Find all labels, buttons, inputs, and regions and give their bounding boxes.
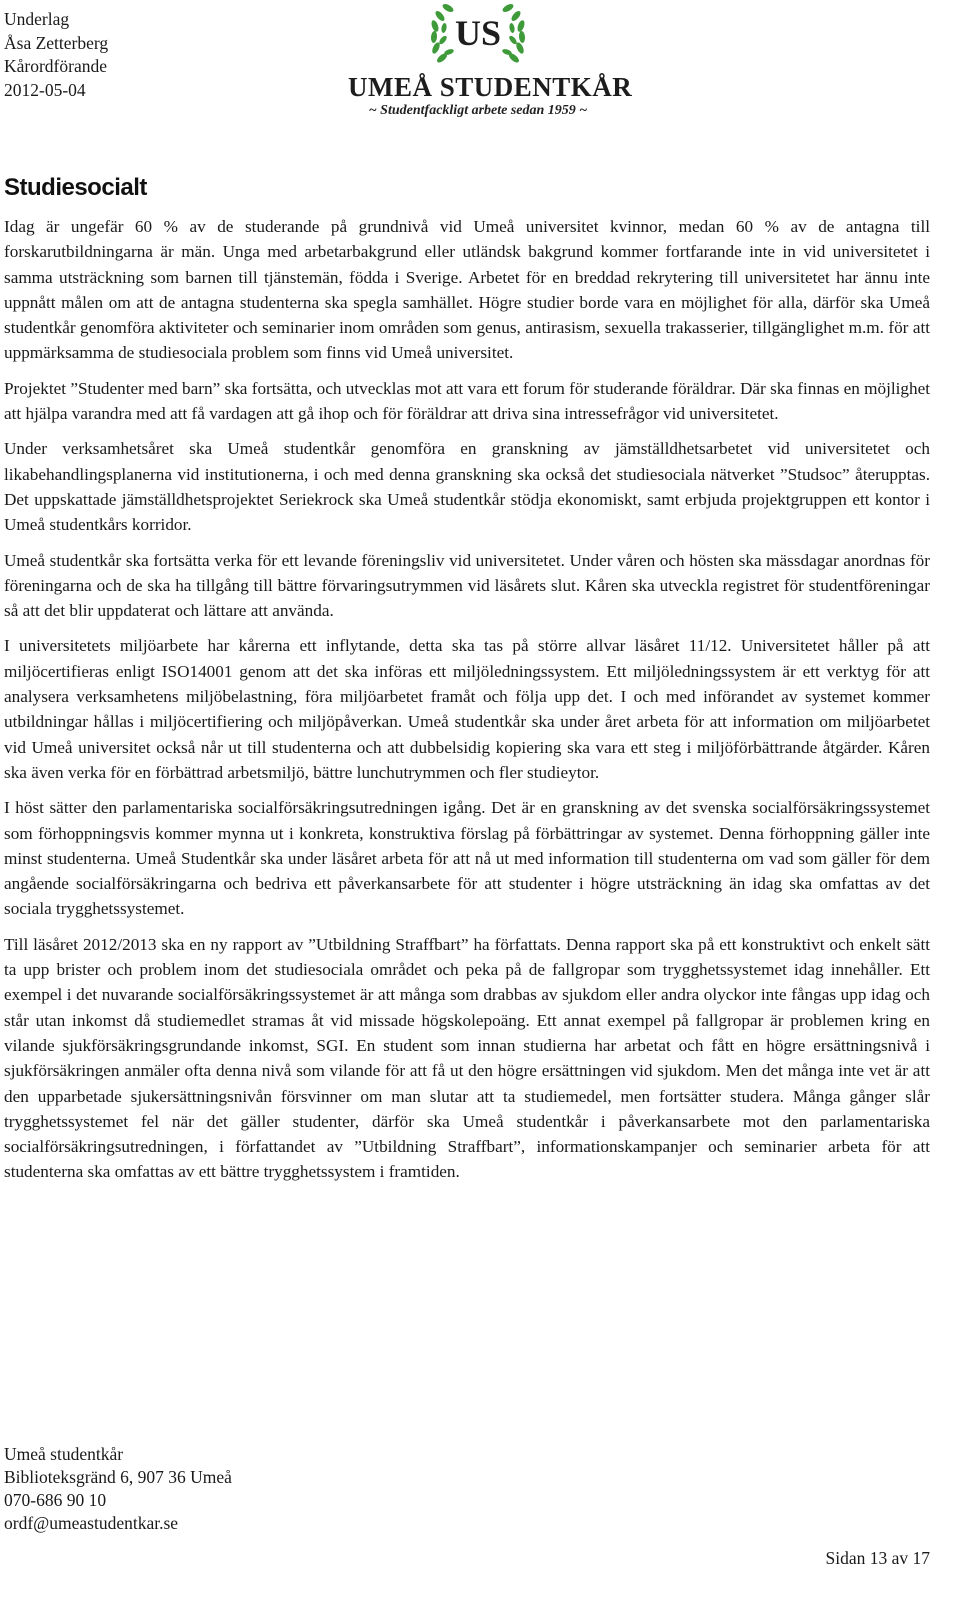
section-title: Studiesocialt [4,174,147,201]
page-number: Sidan 13 av 17 [825,1548,930,1568]
paragraph: Under verksamhetsåret ska Umeå studentkår genomföra en granskning av jämställdhetsarbetet vid universitetet och likabehandlingsplanerna vid institutionerna, i och med denna granskning ska också det studiesociala nätverket ”Studsoc” återupptas. Det uppskattade jämställdhetsprojektet Seriekrock ska Umeå studentkår stödja ekonomiskt, samt erbjuda projektgruppen ett kontor i Umeå studentkårs korridor. [4,439,930,535]
paragraph: Idag är ungefär 60 % av de studerande på grundnivå vid Umeå universitet kvinnor, medan 60 % av de antagna till forskarutbildningarna är män. Unga med arbetarbakgrund eller utländsk bakgrund kommer fortfarande inte in vid universitetet i samma utsträckning som barnen till tjänstemän, födda i Sverige. Arbetet för en breddad rekrytering till universitetet har ännu inte uppnått målen om att de antagna studenterna ska spegla samhället. Högre studier borde vara en möjlighet för alla, därför ska Umeå studentkår genomföra aktiviteter och seminarier inom områden som genus, antirasism, sexuella trakasserier, tillgänglighet m.m. för att uppmärksamma de studiesociala problem som finns vid Umeå universitet. [4,217,930,363]
svg-text:US: US [454,13,502,53]
footer-address: Biblioteksgränd 6, 907 36 Umeå [4,1467,232,1487]
organization-tagline: ~ Studentfackligt arbete sedan 1959 ~ [368,103,588,118]
author: Åsa Zetterberg [4,32,109,53]
footer-email: ordf@umeastudentkar.se [4,1513,179,1533]
paragraph: I universitetets miljöarbete har kårerna ett inflytande, detta ska tas på större allvar läsåret 11/12. Universitetet håller på att miljöcertifieras enligt ISO14001 genom att det ska införas ett miljöledningssystem. Ett miljöledningssystem är ett verktyg för att analysera verksamhetens miljöbelastning, föra miljöarbetet framåt och följa upp det. I och med införandet av systemet kommer utbildningar hållas i miljöcertifiering och miljöpåverkan. Umeå studentkår ska under året arbeta för att information om miljöarbetet vid Umeå universitet också når ut till studenterna och att dubbelsidig kopiering ska vara ett steg i miljöförbättrande åtgärder. Kåren ska även verka för en förbättrad arbetsmiljö, bättre lunchutrymmen och fler studieytor. [4,636,930,782]
section-body [4,214,930,1195]
footer-org: Umeå studentkår [4,1444,124,1464]
paragraph: Umeå studentkår ska fortsätta verka för ett levande föreningsliv vid universitetet. Under våren och hösten ska mässdagar anordnas för föreningarna och de ska ha tillgång till bättre förvaringsutrymmen vid läsårets slut. Kåren ska utveckla registret för studentföreningar så att det blir uppdaterat och lättare att använda. [4,550,930,621]
author-role: Kårordförande [4,56,108,76]
organization-name: UMEÅ STUDENTKÅR [348,72,633,102]
document-meta [4,8,108,102]
paragraph: Till läsåret 2012/2013 ska en ny rapport av ”Utbildning Straffbart” ha författats. Denna rapport ska på ett konstruktivt och enkelt sätt ta upp brister och problem inom det studiesociala området och peka på de fallgropar som trygghetssystemet idag innehåller. Ett exempel i det nuvarande socialförsäkringssystemet är att många som drabbas av sjukdom eller andra olyckor inte fångas upp idag och står utan inkomst då studiemedlet stramas åt vid missade högskolepoäng. Ett annat exempel på fallgropar är problemen kring en vilande sjukförsäkringsgrundande inkomst, SGI. En student som innan studierna har arbetat och fått en högre ersättningsnivå i sjukförsäkringen anmäler ofta denna nivå som vilande för att få ut den högre ersättningen vid sjukdom. Men det många inte vet är att den upparbetade sjukersättningsnivån försvinner om man slutar att ta studiemedel, men fortsätter studera. Många gånger slår trygghetssystemet fel när det gäller studenter, därför ska Umeå studentkår i påverkansarbete mot den parlamentariska socialförsäkringsutredningen, i författandet av ”Utbildning Straffbart”, informationskampanjer och seminarier arbeta för att studenterna ska omfattas av ett bättre trygghetssystem i framtiden. [4,934,930,1182]
wreath-monogram-icon [420,0,536,72]
paragraph: I höst sätter den parlamentariska socialförsäkringsutredningen igång. Det är en granskning av det svenska socialförsäkringssystemet som förhoppningsvis kommer mynna ut i konkreta, konstruktiva förslag på förbättringar av systemet. Denna förhoppning gäller inte minst studenterna. Umeå Studentkår ska under läsåret arbeta för att nå ut med information till studenterna om vad som gäller för dem angående socialförsäkringarna och bedriva ett påverkansarbete för att studenter i högre utsträckning än idag ska omfattas av det sociala trygghetssystemet. [4,798,930,919]
organization-logo [348,0,633,122]
document-date: 2012-05-04 [4,79,86,100]
footer-phone: 070-686 90 10 [4,1490,107,1510]
footer-contact [4,1443,232,1535]
paragraph: Projektet ”Studenter med barn” ska fortsätta, och utvecklas mot att vara ett forum för studerande föräldrar. Där ska finnas en möjlighet att hjälpa varandra med att få vardagen att gå ihop och för föräldrar att driva sina intressefrågor vid universitetet. [4,378,930,424]
doc-type: Underlag [4,9,70,29]
